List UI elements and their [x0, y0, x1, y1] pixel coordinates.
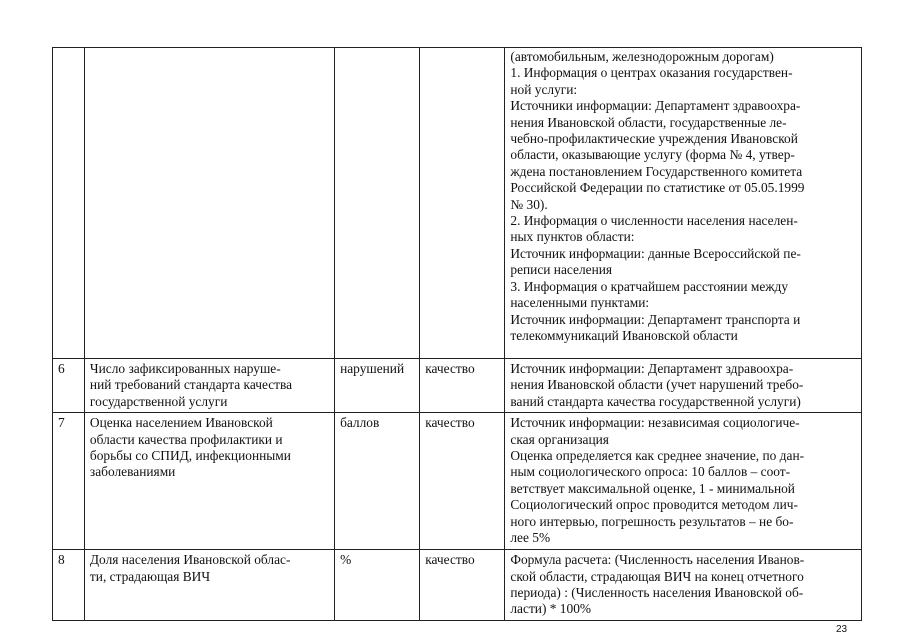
cell-source [505, 359, 862, 413]
table-row [53, 550, 862, 621]
cell-name [84, 359, 334, 413]
text-line: ным социологического опроса: 10 баллов – соот- [510, 464, 791, 480]
text-line: борьбы со СПИД, инфекционными [89, 448, 291, 464]
text-line: № 30). [510, 196, 548, 212]
cell-name [84, 550, 334, 621]
text-line: ного интервью, погрешность результатов – не бо- [510, 513, 794, 529]
text-line: реписи населения [510, 262, 613, 278]
text-line: Источник информации: Департамент транспорта и [510, 311, 801, 327]
text-line: ной услуги: [510, 81, 578, 97]
text-line: Российской Федерации по статистике от 05.05.1999 [510, 180, 805, 196]
cell-num: 6 [53, 359, 85, 413]
cell-unit: нарушений [335, 359, 420, 413]
text-line: нения Ивановской области (учет нарушений требо- [510, 377, 804, 393]
text-line: ти, страдающая ВИЧ [89, 568, 211, 584]
text-line: Оценка определяется как среднее значение, по дан- [510, 448, 805, 464]
table-row-continuation [53, 48, 862, 359]
text-line: ний требований стандарта качества [89, 377, 293, 393]
text-line: 2. Информация о численности населения населен- [510, 213, 798, 229]
cell-unit: % [335, 550, 420, 621]
text-line: нения Ивановской области, государственные ле- [510, 114, 787, 130]
text-line: населенными пунктами: [510, 295, 650, 311]
cell-unit: баллов [335, 413, 420, 550]
text-line: Источники информации: Департамент здравоохра- [510, 98, 801, 114]
text-line: периода) : (Численность населения Ивановской об- [510, 585, 804, 601]
cell-num [53, 48, 85, 359]
text-line: государственной услуги [89, 393, 228, 409]
cell-num: 7 [53, 413, 85, 550]
table-row [53, 359, 862, 413]
text-line: Число зафиксированных наруше- [89, 361, 281, 376]
cell-type: качество [420, 359, 505, 413]
text-line: лее 5% [510, 530, 551, 546]
cell-num: 8 [53, 550, 85, 621]
cell-name [84, 413, 334, 550]
text-line: телекоммуникаций Ивановской области [510, 327, 738, 343]
cell-source [505, 550, 862, 621]
cell-unit [335, 48, 420, 359]
table-row [53, 413, 862, 550]
text-line: области, оказывающие услугу (форма № 4, утвер- [510, 147, 795, 163]
cell-source [505, 413, 862, 550]
text-line: области качества профилактики и [89, 431, 283, 447]
text-line: Оценка населением Ивановской [89, 415, 273, 431]
cell-type [420, 48, 505, 359]
text-line: ждена постановлением Государственного комитета [510, 163, 803, 179]
page-number: 23 [836, 624, 848, 635]
text-line: ская организация [510, 431, 609, 447]
text-line: 3. Информация о кратчайшем расстоянии между [510, 278, 789, 294]
text-line: (автомобильным, железнодорожным дорогам) [510, 49, 774, 64]
cell-name [84, 48, 334, 359]
text-line: ваний стандарта качества государственной услуги) [510, 393, 801, 409]
cell-source [505, 48, 862, 359]
text-line: Источник информации: независимая социологиче- [510, 415, 800, 431]
text-line: ской области, страдающая ВИЧ на конец отчетного [510, 568, 804, 584]
text-line: 1. Информация о центрах оказания государствен- [510, 65, 793, 81]
text-line: ных пунктов области: [510, 229, 635, 245]
text-line: Источник информации: Департамент здравоохра- [510, 361, 794, 376]
text-line: Источник информации: данные Всероссийской пе- [510, 245, 801, 261]
cell-type: качество [420, 550, 505, 621]
text-line: Формула расчета: (Численность населения Иванов- [510, 552, 805, 568]
text-line: ветствует максимальной оценке, 1 - минимальной [510, 480, 795, 496]
text-line: заболеваниями [89, 464, 176, 480]
text-line: ласти) * 100% [510, 601, 592, 617]
text-line: Доля населения Ивановской облас- [89, 552, 291, 568]
cell-type: качество [420, 413, 505, 550]
indicators-table [52, 47, 862, 621]
text-line: Социологический опрос проводится методом лич- [510, 497, 798, 513]
text-line: чебно-профилактические учреждения Ивановской [510, 131, 798, 147]
